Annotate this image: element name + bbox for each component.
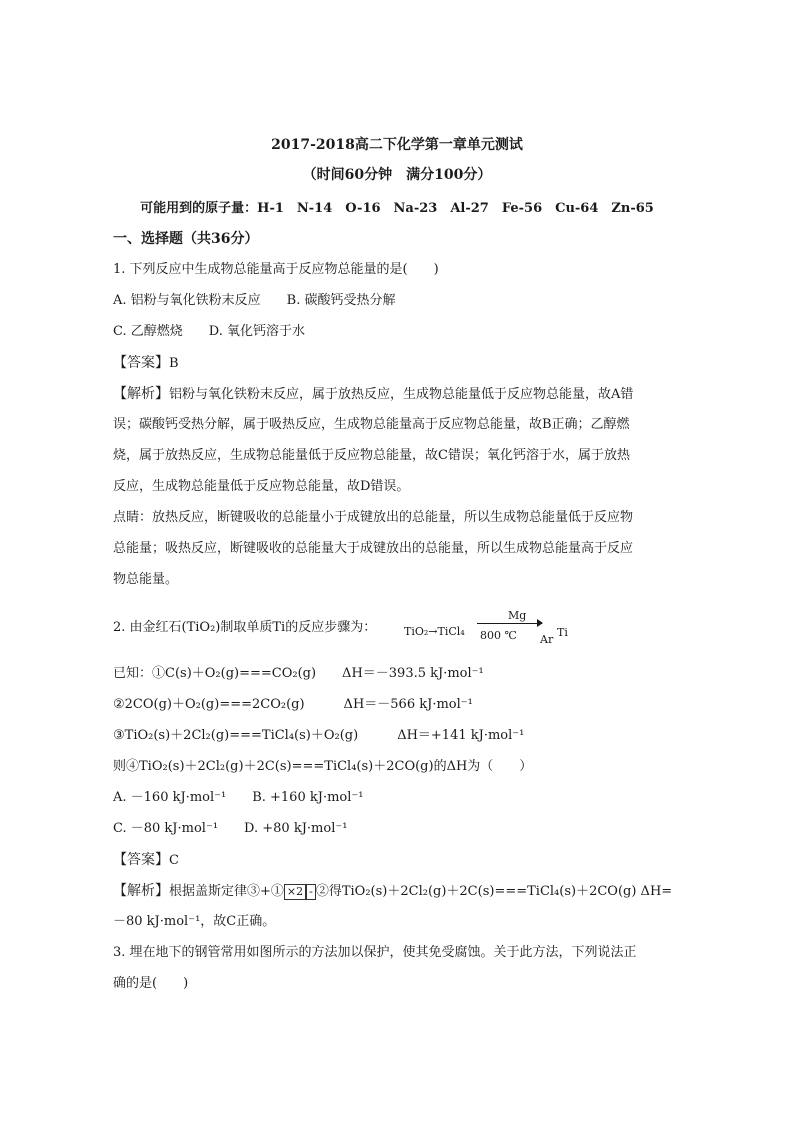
answer-tag: 【答案】 <box>113 852 169 868</box>
boxed-term: ×2 <box>284 884 306 900</box>
reaction-scheme <box>404 609 604 646</box>
section-heading: 一、选择题（共36分） <box>113 231 259 247</box>
atomic-masses: 可能用到的原子量：H-1 N-14 O-16 Na-23 Al-27 Fe-56 Cu-64 Zn-65 <box>140 201 654 216</box>
answer-value: B <box>169 356 179 371</box>
q2-known-1: 已知：①C(s)＋O₂(g)===CO₂(g) ΔH＝－393.5 kJ·mol⁻¹ <box>113 666 484 681</box>
q2-explanation-line: －80 kJ·mol⁻¹，故C正确。 <box>113 914 276 929</box>
q1-options-ab: A. 铝粉与氧化铁粉末反应 B. 碳酸钙受热分解 <box>113 293 396 308</box>
boxed-term: - <box>306 884 316 900</box>
answer-tag: 【答案】 <box>113 355 169 371</box>
scheme-product: Ti <box>557 626 568 639</box>
q1-explanation-line: 误；碳酸钙受热分解，属于吸热反应，生成物总能量高于反应物总能量，故B正确；乙醇燃 <box>113 417 630 432</box>
atmosphere-label: Ar <box>540 633 554 646</box>
q1-answer <box>113 353 693 374</box>
page-title: 2017-2018高二下化学第一章单元测试 <box>271 137 523 153</box>
explanation-text: ②得TiO₂(s)＋2Cl₂(g)＋2C(s)===TiCl₄(s)＋2CO(g) ΔH= <box>315 884 673 899</box>
q2-options-cd: C. －80 kJ·mol⁻¹ D. +80 kJ·mol⁻¹ <box>113 821 348 836</box>
explanation-tag: 【解析】 <box>113 883 169 899</box>
arrow-head-icon <box>537 619 543 627</box>
explanation-text: 铝粉与氧化铁粉末反应，属于放热反应，生成物总能量低于反应物总能量，故A错 <box>169 387 634 402</box>
q1-note-line: 总能量；吸热反应，断键吸收的总能量大于成键放出的总能量，所以生成物总能量高于反应 <box>113 541 634 556</box>
q3-stem-line: 3. 埋在地下的钢管常用如图所示的方法加以保护，使其免受腐蚀。关于此方法，下列说法正 <box>113 945 637 960</box>
q1-explanation-line: 反应，生成物总能量低于反应物总能量，故D错误。 <box>113 479 410 494</box>
q1-stem: 1. 下列反应中生成物总能量高于反应物总能量的是( ) <box>113 262 439 277</box>
q2-explanation-line <box>113 881 693 902</box>
explanation-tag: 【解析】 <box>113 386 169 402</box>
reaction-arrow <box>477 623 542 624</box>
q2-question: 则④TiO₂(s)＋2Cl₂(g)＋2C(s)===TiCl₄(s)＋2CO(g)的ΔH为（ ） <box>113 759 533 774</box>
q2-answer <box>113 850 693 871</box>
temperature-label: 800 ℃ <box>480 629 517 642</box>
scheme-reactant: TiO₂→TiCl₄ <box>404 625 465 638</box>
q2-known-3: ③TiO₂(s)＋2Cl₂(g)===TiCl₄(s)＋O₂(g) ΔH＝+141 kJ·mol⁻¹ <box>113 728 525 743</box>
answer-value: C <box>169 853 179 868</box>
q2-stem: 2. 由金红石(TiO₂)制取单质Ti的反应步骤为： <box>113 620 377 635</box>
q2-options-ab: A. －160 kJ·mol⁻¹ B. +160 kJ·mol⁻¹ <box>113 790 364 805</box>
q1-explanation-line <box>113 384 693 405</box>
q1-note-line: 点睛：放热反应，断键吸收的总能量小于成键放出的总能量，所以生成物总能量低于反应物 <box>113 510 634 525</box>
explanation-text: 根据盖斯定律③+① <box>169 884 284 899</box>
reagent-label: Mg <box>508 609 527 622</box>
q1-note-line: 物总能量。 <box>113 572 179 587</box>
q1-explanation-line: 烧，属于放热反应，生成物总能量低于反应物总能量，故C错误；氧化钙溶于水，属于放热 <box>113 448 630 463</box>
page-subtitle: （时间60分钟 满分100分） <box>302 167 492 183</box>
q1-options-cd: C. 乙醇燃烧 D. 氧化钙溶于水 <box>113 324 305 339</box>
q2-known-2: ②2CO(g)＋O₂(g)===2CO₂(g) ΔH＝－566 kJ·mol⁻¹ <box>113 697 473 712</box>
q3-stem-line: 确的是( ) <box>113 976 189 991</box>
